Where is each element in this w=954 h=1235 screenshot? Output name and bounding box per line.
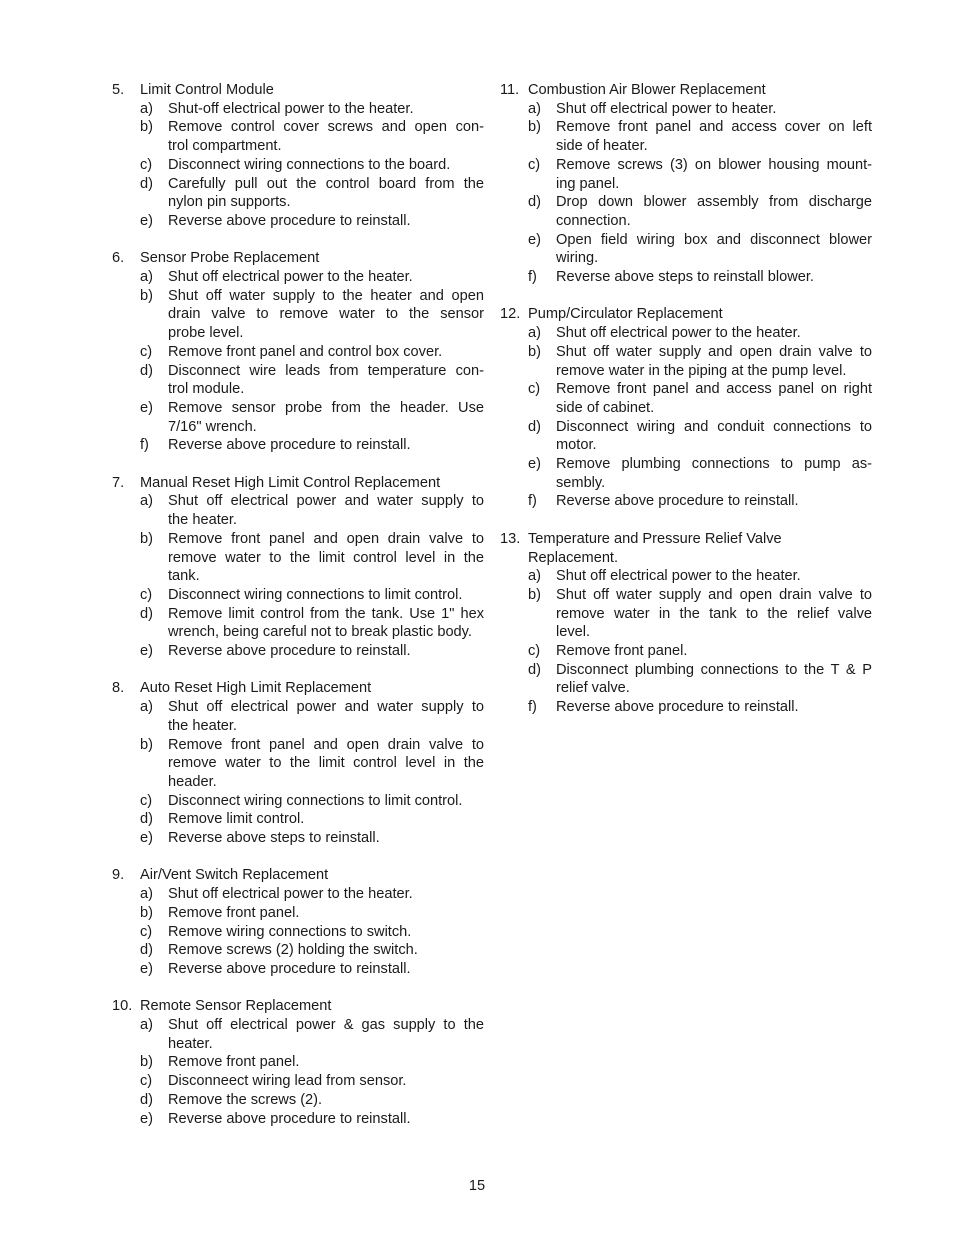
step-letter: b) [140, 287, 153, 304]
step-item [528, 492, 872, 511]
step-text-line: side of heater. [556, 138, 648, 155]
step-text [168, 436, 484, 455]
section-number: 9. [112, 867, 125, 884]
step-text-line: Disconnect wiring and conduit connections to [556, 418, 872, 435]
step-text [556, 492, 872, 511]
step-item [528, 586, 872, 642]
step-letter: d) [140, 811, 153, 828]
step-text-line: Remove control cover screws and open con- [168, 119, 484, 136]
step-letter: d) [140, 942, 153, 959]
step-text-line: Shut off water supply to the heater and open [168, 287, 484, 304]
step-letter: c) [140, 156, 153, 173]
section-number: 7. [112, 474, 125, 491]
step-text [168, 1091, 484, 1110]
section-title [528, 530, 782, 567]
step-letter: a) [140, 493, 153, 510]
step-item [140, 1091, 484, 1110]
step-item [528, 661, 872, 698]
step-text-line: Remove screws (3) on blower housing mount- [556, 156, 872, 173]
step-text [556, 324, 872, 343]
section-heading [112, 866, 484, 885]
step-letter: a) [140, 269, 153, 286]
step-text-line: 7/16" wrench. [168, 418, 257, 435]
step-text [168, 362, 484, 399]
step-item [140, 642, 484, 661]
step-text-line: side of cabinet. [556, 399, 655, 416]
procedure-section [112, 249, 484, 455]
step-text [168, 1110, 484, 1129]
step-text-line: probe level. [168, 325, 244, 342]
step-letter: b) [140, 530, 153, 547]
step-text-line: Remove front panel. [168, 904, 300, 921]
step-item [140, 1072, 484, 1091]
step-item [140, 605, 484, 642]
step-text [168, 904, 484, 923]
section-title-line: Pump/Circulator Replacement [528, 306, 723, 323]
step-text [556, 380, 872, 417]
section-title [528, 305, 723, 324]
step-text [556, 100, 872, 119]
step-text [168, 1072, 484, 1091]
step-text [556, 118, 872, 155]
procedure-section [112, 474, 484, 661]
step-text-line: Disconneect wiring lead from sensor. [168, 1073, 407, 1090]
step-item [528, 268, 872, 287]
section-title-line: Manual Reset High Limit Control Replacement [140, 474, 441, 491]
step-letter: a) [140, 1017, 153, 1034]
step-item [528, 231, 872, 268]
step-text-line: Reverse above procedure to reinstall. [556, 493, 799, 510]
step-text-line: Disconnect wiring connections to the board. [168, 156, 451, 173]
step-text [168, 736, 484, 792]
step-text-line: Remove the screws (2). [168, 1091, 323, 1108]
step-letter: c) [140, 343, 153, 360]
step-item [140, 492, 484, 529]
step-item [528, 418, 872, 455]
step-letter: b) [140, 1054, 153, 1071]
step-text-line: the heater. [168, 717, 237, 734]
step-item [140, 1016, 484, 1053]
section-number: 5. [112, 82, 125, 98]
step-text [556, 343, 872, 380]
step-text-line: Shut off electrical power to the heater. [168, 886, 413, 903]
step-letter: c) [528, 381, 541, 398]
step-letter: e) [140, 643, 153, 660]
step-text [168, 829, 484, 848]
step-letter: d) [140, 175, 153, 192]
section-title [140, 679, 371, 698]
section-title [140, 249, 319, 268]
step-text-line: trol compartment. [168, 138, 282, 155]
step-text-line: remove water to the limit control level in the [168, 755, 484, 772]
section-title-line: Air/Vent Switch Replacement [140, 867, 329, 884]
step-letter: c) [528, 156, 541, 173]
right-column [500, 81, 872, 736]
section-heading [112, 81, 484, 100]
step-item [528, 193, 872, 230]
step-text [168, 642, 484, 661]
section-title-line: Auto Reset High Limit Replacement [140, 680, 372, 697]
step-text-line: motor. [556, 437, 597, 454]
step-text [168, 1016, 484, 1053]
step-text-line: relief valve. [556, 680, 630, 697]
procedure-section [112, 81, 484, 231]
step-text-line: Remove screws (2) holding the switch. [168, 942, 418, 959]
step-letter: d) [528, 418, 541, 435]
step-letter: c) [528, 643, 541, 660]
section-heading [112, 997, 484, 1016]
step-item [140, 287, 484, 343]
step-text [168, 343, 484, 362]
section-number: 10. [112, 998, 133, 1015]
step-text-line: Disconnect wiring connections to limit control. [168, 586, 463, 603]
step-text [168, 530, 484, 586]
step-text [168, 100, 484, 119]
step-text [556, 231, 872, 268]
step-letter: c) [140, 586, 153, 603]
step-text-line: Disconnect wire leads from temperature con- [168, 362, 484, 379]
step-text [168, 287, 484, 343]
step-item [140, 736, 484, 792]
step-item [528, 156, 872, 193]
step-text-line: Remove front panel and access cover on left [556, 119, 872, 136]
step-letter: e) [140, 1110, 153, 1127]
step-letter: a) [528, 100, 541, 117]
step-item [140, 362, 484, 399]
section-title-line: Replacement. [528, 549, 619, 566]
step-text-line: Reverse above procedure to reinstall. [556, 699, 799, 716]
section-heading [112, 474, 484, 493]
step-letter: d) [140, 605, 153, 622]
step-text [556, 455, 872, 492]
step-text [168, 792, 484, 811]
step-text [556, 642, 872, 661]
step-item [528, 100, 872, 119]
step-letter: c) [140, 792, 153, 809]
step-text-line: Shut off electrical power and water supply to [168, 699, 484, 716]
step-text-line: Shut off water supply and open drain valve to [556, 343, 872, 360]
procedure-section [112, 866, 484, 978]
step-letter: a) [140, 699, 153, 716]
step-text-line: drain valve to remove water to the sensor [168, 306, 484, 323]
step-item [140, 941, 484, 960]
step-item [528, 642, 872, 661]
step-letter: d) [140, 1091, 153, 1108]
step-letter: e) [140, 399, 153, 416]
section-number: 6. [112, 250, 125, 267]
section-title [140, 81, 274, 100]
step-item [140, 1110, 484, 1129]
step-letter: e) [528, 456, 541, 473]
step-text [556, 268, 872, 287]
section-title [528, 81, 766, 100]
step-text-line: Remove sensor probe from the header. Use [168, 399, 484, 416]
step-letter: c) [140, 1073, 153, 1090]
step-text-line: Reverse above procedure to reinstall. [168, 960, 411, 977]
step-text [168, 960, 484, 979]
section-heading [112, 249, 484, 268]
step-text-line: trol module. [168, 381, 245, 398]
step-text [168, 268, 484, 287]
step-text [168, 941, 484, 960]
step-item [528, 567, 872, 586]
step-text-line: Shut off electrical power to heater. [556, 100, 777, 117]
step-text-line: Disconnect plumbing connections to the T & P [556, 661, 872, 678]
step-text-line: Remove front panel and access panel on right [556, 381, 872, 398]
step-text [556, 193, 872, 230]
step-letter: e) [140, 830, 153, 847]
step-item [140, 212, 484, 231]
step-text-line: Reverse above procedure to reinstall. [168, 1110, 411, 1127]
step-item [140, 530, 484, 586]
step-item [140, 698, 484, 735]
step-letter: d) [528, 194, 541, 211]
step-text-line: Remove front panel. [168, 1054, 300, 1071]
step-text-line: Remove plumbing connections to pump as- [556, 456, 872, 473]
step-text-line: Open field wiring box and disconnect blower [556, 231, 872, 248]
step-item [140, 118, 484, 155]
step-text [168, 399, 484, 436]
step-text-line: Reverse above procedure to reinstall. [168, 212, 411, 229]
step-text-line: wiring. [556, 250, 599, 267]
step-item [140, 810, 484, 829]
step-item [140, 904, 484, 923]
step-letter: b) [528, 586, 541, 603]
step-text [168, 810, 484, 829]
section-title [140, 997, 331, 1016]
step-text [556, 418, 872, 455]
procedure-section [500, 81, 872, 287]
step-text-line: nylon pin supports. [168, 194, 291, 211]
left-column [112, 81, 484, 1147]
step-letter: d) [528, 661, 541, 678]
step-item [528, 698, 872, 717]
step-text-line: heater. [168, 1035, 213, 1052]
section-heading [500, 530, 872, 567]
step-item [140, 923, 484, 942]
step-letter: f) [528, 493, 537, 510]
step-letter: b) [140, 904, 153, 921]
step-text [556, 661, 872, 698]
step-text [168, 1053, 484, 1072]
section-title [140, 866, 328, 885]
section-number: 13. [500, 530, 521, 547]
step-text-line: Reverse above steps to reinstall. [168, 830, 380, 847]
step-item [140, 792, 484, 811]
step-text-line: Shut off electrical power to the heater. [168, 269, 413, 286]
step-text-line: Shut off electrical power to the heater. [556, 568, 801, 585]
step-text-line: level. [556, 624, 591, 641]
step-letter: b) [140, 736, 153, 753]
section-title-line: Remote Sensor Replacement [140, 998, 332, 1015]
step-letter: b) [528, 343, 541, 360]
step-letter: e) [140, 960, 153, 977]
step-letter: a) [528, 568, 541, 585]
step-item [140, 399, 484, 436]
step-text-line: tank. [168, 568, 200, 585]
step-item [140, 268, 484, 287]
step-letter: f) [528, 269, 537, 286]
step-text-line: Shut off water supply and open drain valve to [556, 586, 872, 603]
section-title-line: Limit Control Module [140, 82, 274, 98]
step-item [140, 175, 484, 212]
section-number: 12. [500, 306, 521, 323]
step-text-line: Remove limit control. [168, 811, 305, 828]
step-item [140, 885, 484, 904]
step-text-line: ing panel. [556, 175, 620, 192]
step-text [168, 212, 484, 231]
section-number: 11. [500, 82, 520, 98]
step-item [140, 436, 484, 455]
step-text-line: Shut off electrical power to the heater. [556, 325, 801, 342]
step-letter: a) [140, 100, 153, 117]
step-text [168, 923, 484, 942]
step-text-line: Disconnect wiring connections to limit control. [168, 792, 463, 809]
step-text-line: header. [168, 773, 217, 790]
step-item [140, 586, 484, 605]
step-item [528, 343, 872, 380]
step-item [528, 380, 872, 417]
step-letter: b) [140, 119, 153, 136]
section-heading [112, 679, 484, 698]
step-letter: b) [528, 119, 541, 136]
step-item [140, 100, 484, 119]
step-text-line: Remove front panel and control box cover. [168, 343, 443, 360]
step-text [168, 175, 484, 212]
step-text-line: Remove limit control from the tank. Use 1" hex [168, 605, 484, 622]
section-title [140, 474, 440, 493]
page-number: 15 [468, 1178, 486, 1194]
step-letter: a) [140, 886, 153, 903]
step-item [140, 343, 484, 362]
step-text-line: Shut off electrical power & gas supply to the [168, 1017, 484, 1034]
step-text-line: sembly. [556, 474, 606, 491]
step-text-line: Remove front panel and open drain valve to [168, 530, 484, 547]
section-title-line: Temperature and Pressure Relief Valve [528, 530, 782, 547]
step-item [140, 960, 484, 979]
section-title-line: Combustion Air Blower Replacement [528, 82, 766, 98]
step-item [140, 1053, 484, 1072]
step-letter: f) [140, 437, 149, 454]
step-text [168, 156, 484, 175]
step-text [168, 492, 484, 529]
section-heading [500, 81, 872, 100]
step-letter: d) [140, 362, 153, 379]
procedure-section [112, 679, 484, 847]
step-text [168, 605, 484, 642]
step-item [528, 455, 872, 492]
step-text [168, 586, 484, 605]
step-text-line: Shut-off electrical power to the heater. [168, 100, 414, 117]
step-text-line: Shut off electrical power and water supply to [168, 493, 484, 510]
procedure-section [500, 305, 872, 511]
step-text-line: Carefully pull out the control board from the [168, 175, 484, 192]
step-text-line: remove water to the limit control level in the [168, 549, 484, 566]
step-text [556, 567, 872, 586]
step-text [556, 156, 872, 193]
step-text-line: wrench, being careful not to break plastic body. [168, 624, 472, 641]
step-letter: c) [140, 923, 153, 940]
step-item [140, 829, 484, 848]
section-title-line: Sensor Probe Replacement [140, 250, 320, 267]
step-text [556, 586, 872, 642]
step-text-line: Reverse above steps to reinstall blower. [556, 269, 814, 286]
step-letter: e) [528, 231, 541, 248]
step-item [528, 118, 872, 155]
step-text-line: Reverse above procedure to reinstall. [168, 643, 411, 660]
step-text-line: Drop down blower assembly from discharge [556, 194, 872, 211]
step-text-line: remove water in the piping at the pump level. [556, 362, 847, 379]
step-text [556, 698, 872, 717]
step-text-line: Remove front panel and open drain valve to [168, 736, 484, 753]
step-text [168, 698, 484, 735]
step-text-line: the heater. [168, 512, 237, 529]
step-text-line: Reverse above procedure to reinstall. [168, 437, 411, 454]
step-text-line: Remove wiring connections to switch. [168, 923, 412, 940]
step-item [140, 156, 484, 175]
step-item [528, 324, 872, 343]
step-text-line: Remove front panel. [556, 643, 688, 660]
procedure-section [112, 997, 484, 1128]
step-text [168, 885, 484, 904]
procedure-section [500, 530, 872, 717]
step-letter: e) [140, 212, 153, 229]
section-number: 8. [112, 680, 125, 697]
section-heading [500, 305, 872, 324]
step-text-line: remove water in the tank to the relief valve [556, 605, 872, 622]
step-letter: f) [528, 699, 537, 716]
step-text [168, 118, 484, 155]
step-letter: a) [528, 325, 541, 342]
step-text-line: connection. [556, 212, 631, 229]
